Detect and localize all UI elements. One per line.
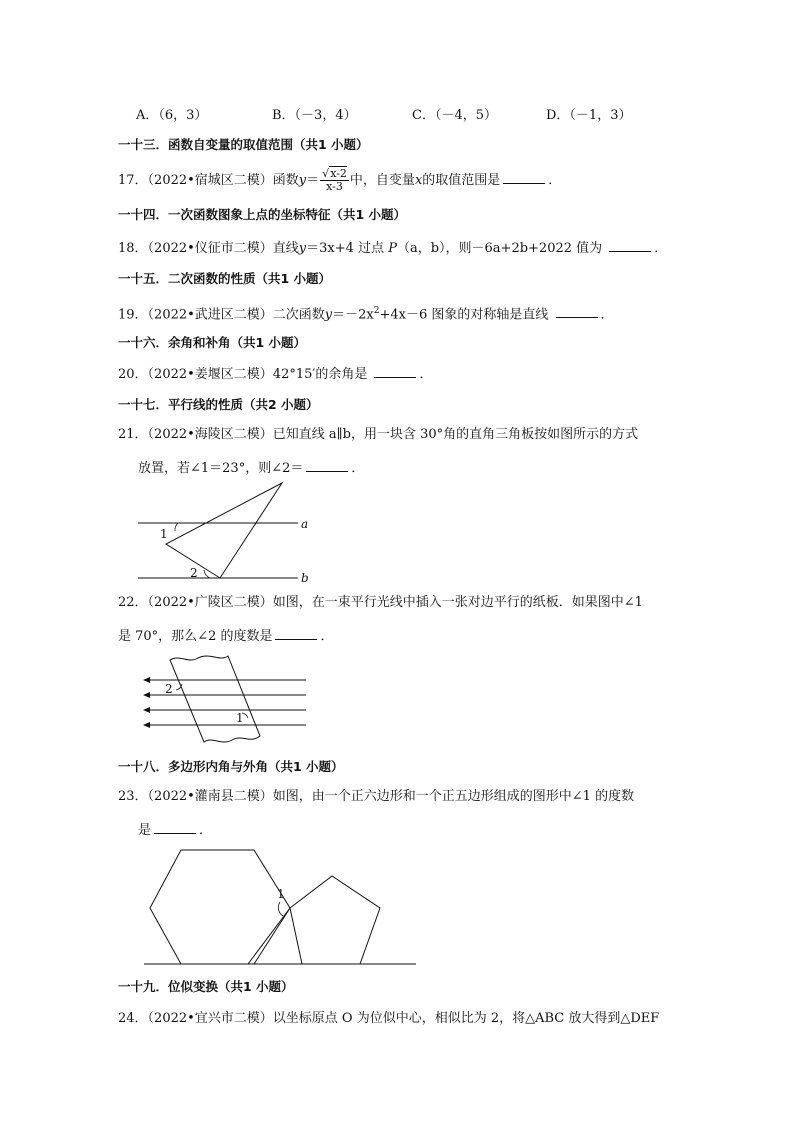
angle-2-arc [176, 684, 182, 690]
option-a: A．（6，3） [136, 108, 208, 123]
arrowhead-3 [143, 707, 150, 713]
fig22-label-1: 1 [236, 711, 244, 725]
answer-blank[interactable] [503, 170, 545, 184]
q19-exponent: 2 [373, 306, 380, 316]
regular-hexagon [150, 850, 290, 964]
answer-blank[interactable] [609, 238, 651, 252]
q17-denominator: x-3 [326, 180, 343, 193]
fig21-label-a: a [301, 517, 309, 531]
q22-end: ． [320, 629, 334, 644]
q17-post2: 的取值范围是 [422, 173, 501, 188]
answer-blank[interactable] [154, 820, 196, 834]
section-heading-13: 一十三．函数自变量的取值范围（共1 小题） [118, 137, 369, 152]
q20-end: ． [419, 367, 433, 382]
regular-pentagon [290, 876, 380, 964]
q19-y: y [324, 307, 333, 323]
answer-blank[interactable] [306, 458, 348, 472]
section-heading-18: 一十八．多边形内角与外角（共1 小题） [118, 759, 344, 774]
angle-1-arc [278, 902, 283, 916]
section-heading-14: 一十四．一次函数图象上点的坐标特征（共1 小题） [118, 207, 407, 222]
q17-eq: ＝ [306, 173, 320, 188]
q21-line2-text: 放置，若∠1＝23°，则∠2＝ [138, 461, 304, 476]
q17-fraction: $\frac{√x-2}{x-3}$ [322, 167, 347, 193]
answer-blank[interactable] [556, 304, 598, 318]
q19-prefix: 19．（2022•武进区二模）二次函数 [118, 307, 325, 323]
angle-1-arc [175, 523, 178, 531]
q21-end: ． [351, 461, 365, 476]
paper-board [170, 656, 260, 742]
question-19 [118, 302, 614, 324]
q18-prefix: 18．（2022•仪征市二模）直线 [118, 241, 299, 256]
question-23-line1: 23．（2022•灌南县二模）如图，由一个正六边形和一个正五边形组成的图形中∠1 的度数 [118, 789, 635, 804]
fig21-label-b: b [301, 571, 309, 585]
q17-x: x [414, 173, 423, 188]
q23-line2-text: 是 [138, 823, 152, 838]
section-heading-15: 一十五．二次函数的性质（共1 小题） [118, 271, 332, 286]
option-b: B．（－3，4） [272, 108, 357, 123]
section-heading-16: 一十六．余角和补角（共1 小题） [118, 335, 307, 350]
q17-end: ． [548, 173, 562, 188]
question-21-line1: 21．（2022•海陵区二模）已知直线 a∥b，用一块含 30°角的直角三角板按如图所示的方式 [118, 427, 639, 442]
q17-numerator: x-2 [330, 167, 347, 180]
fig22-label-2: 2 [165, 682, 173, 696]
fig21-label-1: 1 [160, 527, 168, 541]
answer-blank[interactable] [374, 364, 416, 378]
question-22-line2 [118, 626, 334, 646]
q20-text: 20．（2022•姜堰区二模）42°15′的余角是 [118, 367, 368, 382]
arrowhead-2 [143, 692, 150, 698]
q23-end: ． [199, 823, 213, 838]
fig21-label-2: 2 [190, 566, 198, 580]
q18-p: P [388, 241, 397, 256]
q18-rest: （a，b），则－6a+2b+2022 值为 [396, 241, 603, 256]
question-20 [118, 364, 433, 384]
q18-y: y [298, 241, 307, 256]
section-heading-17: 一十七．平行线的性质（共2 小题） [118, 397, 319, 412]
figure-hexagon-pentagon [140, 846, 420, 970]
question-24: 24．（2022•宜兴市二模）以坐标原点 O 为位似中心，相似比为 2，将△ABC 放大得到△DEF [118, 1011, 660, 1026]
question-22-line1: 22．（2022•广陵区二模）如图，在一束平行光线中插入一张对边平行的纸板．如果图中∠1 [118, 595, 643, 610]
q17-prefix: 17．（2022•宿城区二模）函数 [118, 173, 299, 188]
q19-end: ． [600, 307, 614, 323]
question-18 [118, 238, 667, 258]
arrowhead-4 [143, 722, 150, 728]
option-c: C．（－4，5） [412, 108, 497, 123]
q22-line2-text: 是 70°，那么∠2 的度数是 [118, 629, 273, 644]
pentagon-left-edge [248, 908, 290, 964]
fig23-label-1: 1 [277, 887, 285, 901]
question-17 [118, 168, 561, 193]
q19-mid: ＝－2x [332, 307, 374, 323]
figure-parallel-lines-triangle [130, 478, 320, 588]
q19-post: +4x－6 图象的对称轴是直线 [379, 307, 549, 323]
q18-end: ． [654, 241, 668, 256]
figure-light-rays-board [138, 652, 318, 752]
arrowhead-1 [143, 677, 150, 683]
question-21-line2 [138, 458, 364, 478]
question-23-line2 [138, 820, 212, 840]
option-d: D．（－1，3） [546, 108, 632, 123]
answer-blank[interactable] [275, 626, 317, 640]
q18-mid: ＝3x+4 过点 [306, 241, 385, 256]
q17-y: y [298, 173, 307, 188]
triangle-ruler [166, 483, 282, 578]
section-heading-19: 一十九．位似变换（共1 小题） [118, 979, 294, 994]
q17-post: 中，自变量 [349, 173, 415, 188]
